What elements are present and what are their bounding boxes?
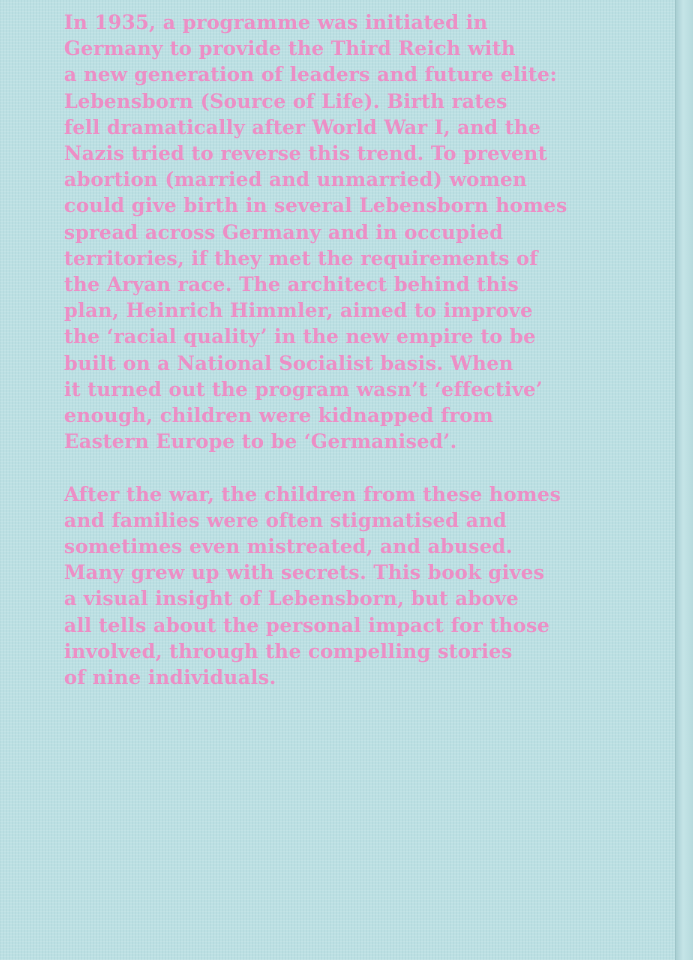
blurb-line: plan, Heinrich Himmler, aimed to improve bbox=[64, 299, 533, 323]
blurb-line: sometimes even mistreated, and abused. bbox=[64, 535, 513, 559]
blurb-line: it turned out the program wasn’t ‘effective’ bbox=[64, 377, 543, 401]
blurb-text bbox=[64, 10, 664, 691]
blurb-line: built on a National Socialist basis. When bbox=[64, 351, 514, 375]
blurb-line: spread across Germany and in occupied bbox=[64, 220, 504, 244]
blurb-line: enough, children were kidnapped from bbox=[64, 404, 494, 428]
blurb-line: of nine individuals. bbox=[64, 666, 277, 690]
blurb-line: a new generation of leaders and future elite: bbox=[64, 63, 558, 87]
book-spine-edge bbox=[675, 0, 693, 960]
blurb-line: fell dramatically after World War I, and the bbox=[64, 115, 541, 139]
blurb-line: In 1935, a programme was initiated in bbox=[64, 11, 488, 34]
paragraph-spacer bbox=[64, 455, 664, 481]
blurb-paragraph-1 bbox=[64, 10, 664, 455]
blurb-line: Many grew up with secrets. This book gives bbox=[64, 561, 545, 585]
blurb-line: After the war, the children from these homes bbox=[64, 482, 561, 506]
blurb-line: could give birth in several Lebensborn homes bbox=[64, 194, 568, 218]
blurb-paragraph-2 bbox=[64, 482, 664, 692]
blurb-line: Eastern Europe to be ‘Germanised’. bbox=[64, 430, 457, 454]
blurb-line: territories, if they met the requirements of bbox=[64, 246, 538, 270]
blurb-line: all tells about the personal impact for those bbox=[64, 613, 550, 637]
blurb-line: involved, through the compelling stories bbox=[64, 639, 513, 663]
blurb-line: a visual insight of Lebensborn, but above bbox=[64, 587, 519, 611]
blurb-line: abortion (married and unmarried) women bbox=[64, 168, 527, 192]
blurb-line: Nazis tried to reverse this trend. To prevent bbox=[64, 142, 548, 166]
blurb-line: and families were often stigmatised and bbox=[64, 508, 507, 532]
blurb-line: the Aryan race. The architect behind this bbox=[64, 273, 519, 297]
blurb-line: Lebensborn (Source of Life). Birth rates bbox=[64, 89, 508, 113]
blurb-line: Germany to provide the Third Reich with bbox=[64, 37, 516, 61]
blurb-line: the ‘racial quality’ in the new empire to be bbox=[64, 325, 536, 349]
